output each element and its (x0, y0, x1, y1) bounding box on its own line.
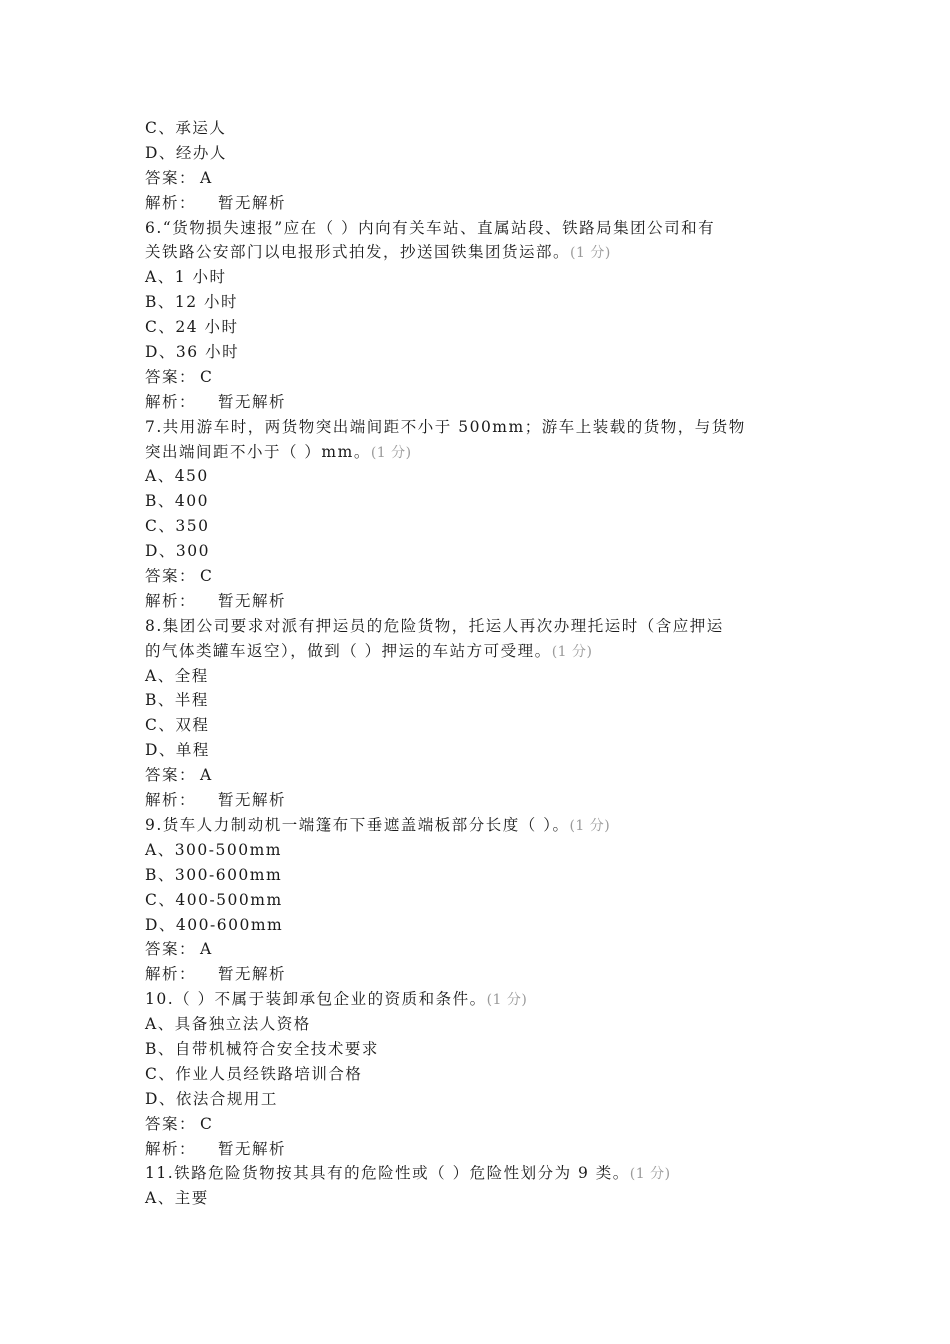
score-label: (1 分) (629, 1166, 671, 1183)
answer-label: 答案： (145, 940, 197, 959)
option-a: A、450 (145, 467, 209, 486)
answer-line (145, 166, 815, 191)
option-b: B、400 (145, 492, 209, 511)
option-c: C、24 小时 (145, 318, 239, 337)
question-11 (145, 1161, 815, 1211)
score-label: (1 分) (370, 444, 412, 461)
option-d: D、36 小时 (145, 343, 240, 362)
analysis-line (145, 962, 815, 987)
option-a: A、具备独立法人资格 (145, 1015, 311, 1034)
question-stem: 9.货车人力制动机一端篷布下垂遮盖端板部分长度（ ）。(1 分) (145, 815, 611, 834)
answer-line (145, 564, 815, 589)
analysis-value: 暂无解析 (218, 392, 287, 411)
option-d: D、单程 (145, 741, 210, 760)
option-b: B、300-600mm (145, 865, 283, 884)
answer-value: C (200, 567, 214, 586)
option-a: A、300-500mm (145, 840, 282, 859)
question-7 (145, 415, 815, 614)
answer-value: A (200, 168, 213, 187)
analysis-value: 暂无解析 (218, 965, 287, 984)
question-6 (145, 216, 815, 415)
score-label: (1 分) (570, 245, 611, 262)
score-label: (1 分) (569, 817, 611, 834)
option-d: D、300 (145, 542, 211, 561)
analysis-line (145, 191, 815, 216)
option-c: C、400-500mm (145, 890, 283, 909)
answer-line (145, 365, 815, 390)
question-stem: 10.（ ）不属于装卸承包企业的资质和条件。(1 分) (145, 990, 528, 1009)
answer-label: 答案： (145, 766, 197, 785)
option-c: C、双程 (145, 716, 210, 735)
score-label: (1 分) (486, 992, 528, 1009)
answer-value: C (200, 367, 214, 386)
analysis-label: 解析： (145, 591, 197, 610)
option-c: C、作业人员经铁路培训合格 (145, 1064, 363, 1083)
analysis-line (145, 788, 815, 813)
question-stem: 8.集团公司要求对派有押运员的危险货物，托运人再次办理托运时（含应押运 (145, 616, 724, 635)
option-d: D、经办人 (145, 143, 227, 162)
question-stem: 11.铁路危险货物按其具有的危险性或（ ）危险性划分为 9 类。(1 分) (145, 1164, 671, 1183)
question-stem-cont: 突出端间距不小于（ ）mm。(1 分) (145, 442, 412, 461)
answer-value: A (200, 940, 213, 959)
analysis-value: 暂无解析 (218, 591, 287, 610)
analysis-line (145, 589, 815, 614)
question-document (145, 116, 815, 1211)
answer-line (145, 763, 815, 788)
analysis-label: 解析： (145, 1139, 197, 1158)
question-stem: 6.“货物损失速报”应在（ ）内向有关车站、直属站段、铁路局集团公司和有 (145, 218, 716, 237)
analysis-label: 解析： (145, 965, 197, 984)
answer-value: A (200, 766, 213, 785)
option-a: A、全程 (145, 666, 209, 685)
question-stem-cont: 关铁路公安部门以电报形式拍发，抄送国铁集团货运部。(1 分) (145, 243, 611, 262)
question-9 (145, 813, 815, 987)
analysis-label: 解析： (145, 392, 197, 411)
option-b: B、自带机械符合安全技术要求 (145, 1039, 379, 1058)
question-stem-cont: 的气体类罐车返空），做到（ ）押运的车站方可受理。(1 分) (145, 641, 593, 660)
score-label: (1 分) (551, 643, 593, 660)
answer-line (145, 1112, 815, 1137)
answer-line (145, 937, 815, 962)
analysis-label: 解析： (145, 791, 197, 810)
answer-label: 答案： (145, 168, 197, 187)
question-8 (145, 614, 815, 813)
option-a: A、主要 (145, 1189, 209, 1208)
answer-label: 答案： (145, 367, 197, 386)
option-a: A、1 小时 (145, 268, 227, 287)
question-stem: 7.共用游车时，两货物突出端间距不小于 500mm；游车上装载的货物，与货物 (145, 417, 746, 436)
analysis-value: 暂无解析 (218, 1139, 287, 1158)
analysis-label: 解析： (145, 193, 197, 212)
option-c: C、350 (145, 517, 210, 536)
answer-label: 答案： (145, 1114, 197, 1133)
analysis-line (145, 1137, 815, 1162)
analysis-line (145, 390, 815, 415)
option-c: C、承运人 (145, 119, 227, 137)
answer-label: 答案： (145, 567, 197, 586)
analysis-value: 暂无解析 (218, 193, 287, 212)
option-b: B、半程 (145, 691, 209, 710)
answer-value: C (200, 1114, 214, 1133)
option-d: D、400-600mm (145, 915, 284, 934)
analysis-value: 暂无解析 (218, 791, 287, 810)
option-b: B、12 小时 (145, 293, 239, 312)
question-10 (145, 987, 815, 1161)
option-d: D、依法合规用工 (145, 1089, 278, 1108)
question-5-tail (145, 116, 815, 216)
